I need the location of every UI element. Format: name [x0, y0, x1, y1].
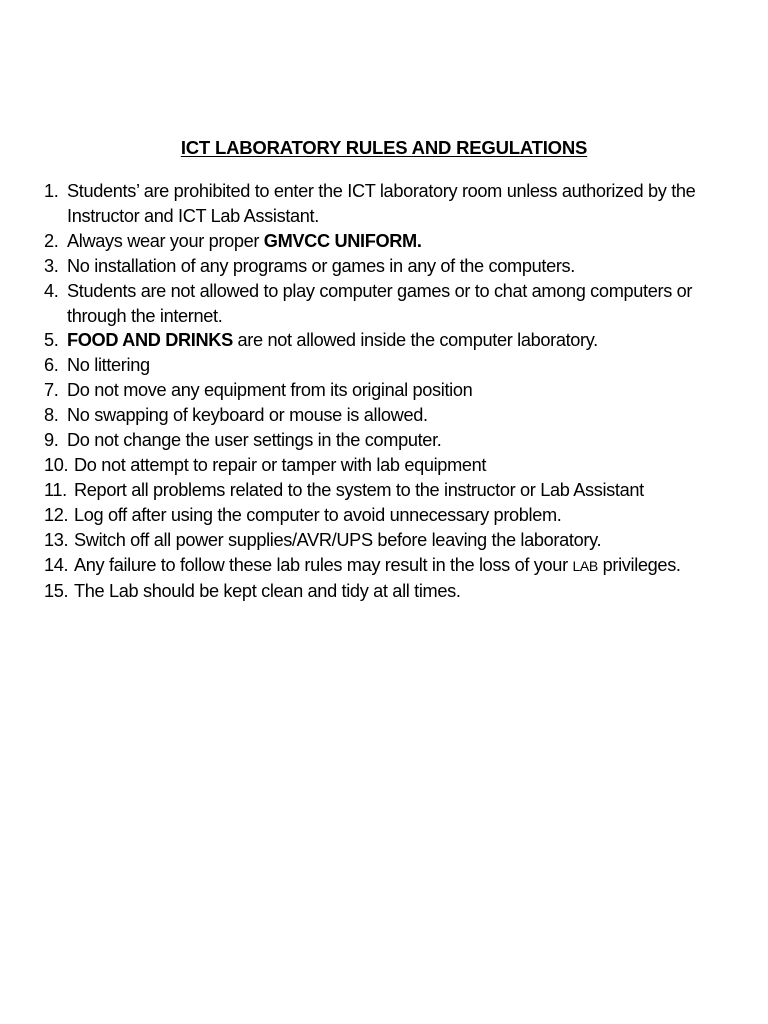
- rule-number: 6.: [44, 355, 59, 376]
- page-title: [0, 136, 768, 160]
- rule-text-emphasis: FOOD AND DRINKS: [67, 330, 233, 351]
- rule-text: [74, 455, 486, 475]
- rule-number: 2.: [44, 230, 59, 251]
- rule-number: 7.: [44, 380, 59, 401]
- rule-number: 11.: [44, 479, 67, 500]
- rule-text-part: Do not move any equipment from its original position: [67, 380, 473, 401]
- rule-number: 5.: [44, 330, 59, 351]
- rule-text: [74, 480, 644, 500]
- rule-text: [67, 330, 598, 350]
- rule-text-part: No installation of any programs or games in any of the computers.: [67, 255, 575, 276]
- rule-item-10: [44, 453, 750, 478]
- rule-item-3: [44, 254, 750, 279]
- rules-list: [44, 179, 750, 603]
- rule-number: 15.: [44, 580, 69, 601]
- rule-text: [67, 281, 692, 326]
- rule-number: 4.: [44, 280, 59, 301]
- rule-text-part: The Lab should be kept clean and tidy at all times.: [74, 580, 461, 601]
- rule-text-part: Do not attempt to repair or tamper with lab equipment: [74, 454, 487, 475]
- rule-text-part: Switch off all power supplies/AVR/UPS before leaving the laboratory.: [74, 529, 602, 550]
- rule-number: 9.: [44, 430, 59, 451]
- rule-number: 13.: [44, 529, 69, 550]
- rule-text-part: privileges.: [597, 554, 681, 575]
- rule-item-9: [44, 428, 750, 453]
- rule-number: 14.: [44, 554, 69, 575]
- rule-item-13: [44, 528, 750, 553]
- rule-text-part: Students’ are prohibited to enter the ICT laboratory room unless authorized by the Instructor and ICT Lab Assistant.: [67, 181, 696, 226]
- page-title-text: ICT LABORATORY RULES AND REGULATIONS: [180, 137, 588, 158]
- rule-item-4: [44, 279, 750, 329]
- rule-text: [74, 581, 461, 601]
- rule-text-part: are not allowed inside the computer laboratory.: [232, 330, 598, 351]
- rule-text-part: No littering: [67, 355, 150, 376]
- rule-item-6: [44, 353, 750, 378]
- rule-text-part: Students are not allowed to play computer games or to chat among computers or through the internet.: [67, 280, 693, 326]
- rule-item-1: [44, 179, 750, 229]
- rule-number: 8.: [44, 405, 59, 426]
- rule-text: [67, 355, 150, 375]
- rule-text: [67, 380, 472, 400]
- rule-number: 10.: [44, 454, 69, 475]
- rule-text-smallcaps: LAB: [572, 557, 598, 574]
- rule-item-12: [44, 503, 750, 528]
- rule-item-15: [44, 579, 750, 604]
- rule-text-part: Any failure to follow these lab rules may result in the loss of your: [74, 554, 573, 575]
- rule-number: 12.: [44, 504, 69, 525]
- rule-item-11: [44, 478, 750, 503]
- rule-item-2: [44, 229, 750, 254]
- rule-text-part: Always wear your proper: [67, 230, 264, 251]
- rule-item-8: [44, 403, 750, 428]
- rule-text: [67, 430, 441, 450]
- rule-number: 3.: [44, 255, 59, 276]
- rule-number: 1.: [44, 181, 59, 201]
- rule-text-part: Log off after using the computer to avoid unnecessary problem.: [74, 504, 562, 525]
- rule-text: [74, 505, 562, 525]
- rule-text-part: Report all problems related to the system to the instructor or Lab Assistant: [74, 479, 644, 500]
- rule-text-emphasis: GMVCC UNIFORM.: [263, 230, 422, 251]
- rule-text: [67, 231, 422, 251]
- rule-item-5: [44, 328, 750, 353]
- rule-item-7: [44, 378, 750, 403]
- rule-text-part: No swapping of keyboard or mouse is allowed.: [67, 405, 428, 426]
- rule-text: [67, 181, 695, 226]
- rule-text: [74, 555, 681, 575]
- rule-text: [67, 256, 575, 276]
- rule-text: [74, 530, 601, 550]
- rule-text: [67, 405, 428, 425]
- rule-text-part: Do not change the user settings in the computer.: [67, 430, 442, 451]
- rule-item-14: [44, 553, 750, 579]
